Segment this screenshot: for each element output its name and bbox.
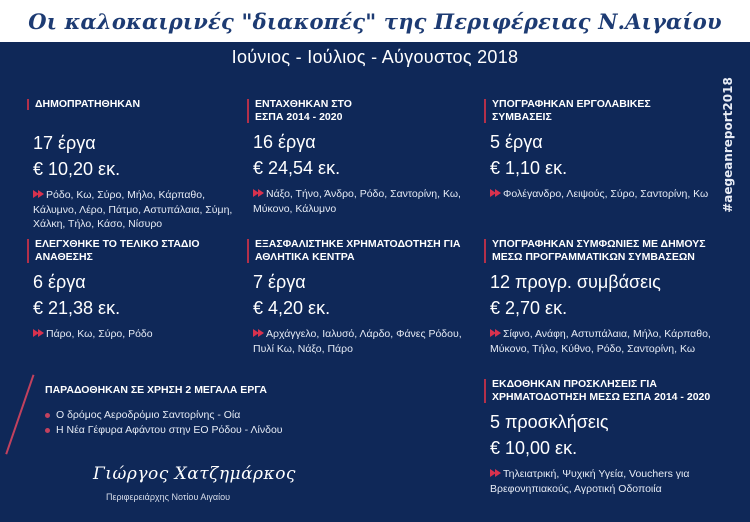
stat-count: 5 έργα [490,132,543,152]
stat-count: 17 έργα [33,133,96,153]
stat-amount: € 10,20 εκ. [33,159,121,179]
stat-heading: ΕΞΑΣΦΑΛΙΣΤΗΚΕ ΧΡΗΜΑΤΟΔΟΤΗΣΗ ΓΙΑ ΑΘΛΗΤΙΚΑ ΚΕΝΤΡΑ [247,238,475,264]
hashtag-vertical [718,75,738,215]
stat-count: 6 έργα [33,272,86,292]
stat-block-sports-centers [247,238,472,356]
stat-places-text: Νάξο, Τήνο, Άνδρο, Ρόδο, Σαντορίνη, Κω, Μύκονο, Κάλυμνο [253,188,461,215]
stat-amount: € 1,10 εκ. [490,158,568,178]
period-subtitle: Ιούνιος - Ιούλιος - Αύγουστος 2018 [231,47,519,67]
stat-places [33,188,242,232]
stat-count: 12 προγρ. συμβάσεις [490,272,661,292]
signature-name: Γιώργος Χατζημάρκος [93,464,296,484]
stat-heading: ΥΠΟΓΡΑΦΗΚΑΝ ΕΡΓΟΛΑΒΙΚΕΣ ΣΥΜΒΑΣΕΙΣ [484,98,652,124]
stat-places-text: Αρχάγγελο, Ιαλυσό, Λάρδο, Φάνες Ρόδου, Πυλί Κω, Νάξο, Πάρο [253,328,462,355]
stat-amount: € 24,54 εκ. [253,158,341,178]
stat-amount: € 4,20 εκ. [253,298,331,318]
stat-heading: ΕΝΤΑΧΘΗΚΑΝ ΣΤΟ ΕΣΠΑ 2014 - 2020 [247,98,365,124]
stat-count: 7 έργα [253,272,306,292]
stat-heading: ΕΛΕΓΧΘΗΚΕ ΤΟ ΤΕΛΙΚΟ ΣΤΑΔΙΟ ΑΝΑΘΕΣΗΣ [27,238,225,264]
double-chevron-right-icon [253,329,265,337]
list-item: Η Νέα Γέφυρα Αφάντου στην ΕΟ Ρόδου - Λίνδου [45,423,283,438]
stat-heading: ΔΗΜΟΠΡΑΤΗΘΗΚΑΝ [27,98,242,111]
stat-heading: ΥΠΟΓΡΑΦΗΚΑΝ ΣΥΜΦΩΝΙΕΣ ΜΕ ΔΗΜΟΥΣ ΜΕΣΩ ΠΡΟΓΡΑΜΜΑΤΙΚΩΝ ΣΥΜΒΑΣΕΩΝ [484,238,737,264]
stat-places-text: Πάρο, Κω, Σύρο, Ρόδο [46,328,153,340]
stat-amount: € 21,38 εκ. [33,298,121,318]
stat-places-text: Ρόδο, Κω, Σύρο, Μήλο, Κάρπαθο, Κάλυμνο, Λέρο, Πάτμο, Αστυπάλαια, Σύμη, Χάλκη, Τήλο, Κάσο, Νίσυρο [33,189,233,230]
stat-count: 5 προσκλήσεις [490,412,609,432]
stat-places [490,327,744,356]
stat-places-text: Φολέγανδρο, Λειψούς, Σύρο, Σαντορίνη, Κω [503,188,709,200]
stat-block-espa-included [247,98,467,216]
signature-role: Περιφερειάρχης Νοτίου Αιγαίου [106,492,230,502]
double-chevron-right-icon [253,189,265,197]
double-chevron-right-icon [490,329,502,337]
page-title: Οι καλοκαιρινές "διακοπές" της Περιφέρειας Ν.Αιγαίου [28,8,722,34]
stat-places-text: Σίφνο, Ανάφη, Αστυπάλαια, Μήλο, Κάρπαθο, Μύκονο, Τήλο, Κύθνο, Ρόδο, Σαντορίνη, Κω [490,328,711,355]
diagonal-accent-line [5,374,34,454]
hashtag-text: #aegeanreport2018 [721,77,735,213]
double-chevron-right-icon [33,329,45,337]
title-band [0,0,750,42]
stat-block-auctioned [27,98,242,232]
stat-heading: ΕΚΔΟΘΗΚΑΝ ΠΡΟΣΚΛΗΣΕΙΣ ΓΙΑ ΧΡΗΜΑΤΟΔΟΤΗΣΗ ΜΕΣΩ ΕΣΠΑ 2014 - 2020 [484,378,742,404]
stat-amount: € 10,00 εκ. [490,438,578,458]
stat-places [253,327,472,356]
list-item: Ο δρόμος Αεροδρόμιο Σαντορίνης - Οία [45,408,283,423]
stat-places [33,327,242,342]
stat-block-contracts-signed [484,98,709,202]
stat-block-final-stage [27,238,242,342]
stat-places [490,187,709,202]
stat-block-calls-issued [484,378,744,496]
stat-count: 16 έργα [253,132,316,152]
double-chevron-right-icon [490,189,502,197]
double-chevron-right-icon [490,469,502,477]
stat-amount: € 2,70 εκ. [490,298,568,318]
stat-block-municipal-agreements [484,238,744,356]
double-chevron-right-icon [33,190,45,198]
delivered-list [45,408,283,438]
stat-places [253,187,467,216]
delivered-heading: ΠΑΡΑΔΟΘΗΚΑΝ ΣΕ ΧΡΗΣΗ 2 ΜΕΓΑΛΑ ΕΡΓΑ [45,384,267,396]
stat-places-text: Τηλειατρική, Ψυχική Υγεία, Vouchers για Βρεφονηπιακούς, Αγροτική Οδοποιία [490,468,690,495]
stat-places [490,467,744,496]
